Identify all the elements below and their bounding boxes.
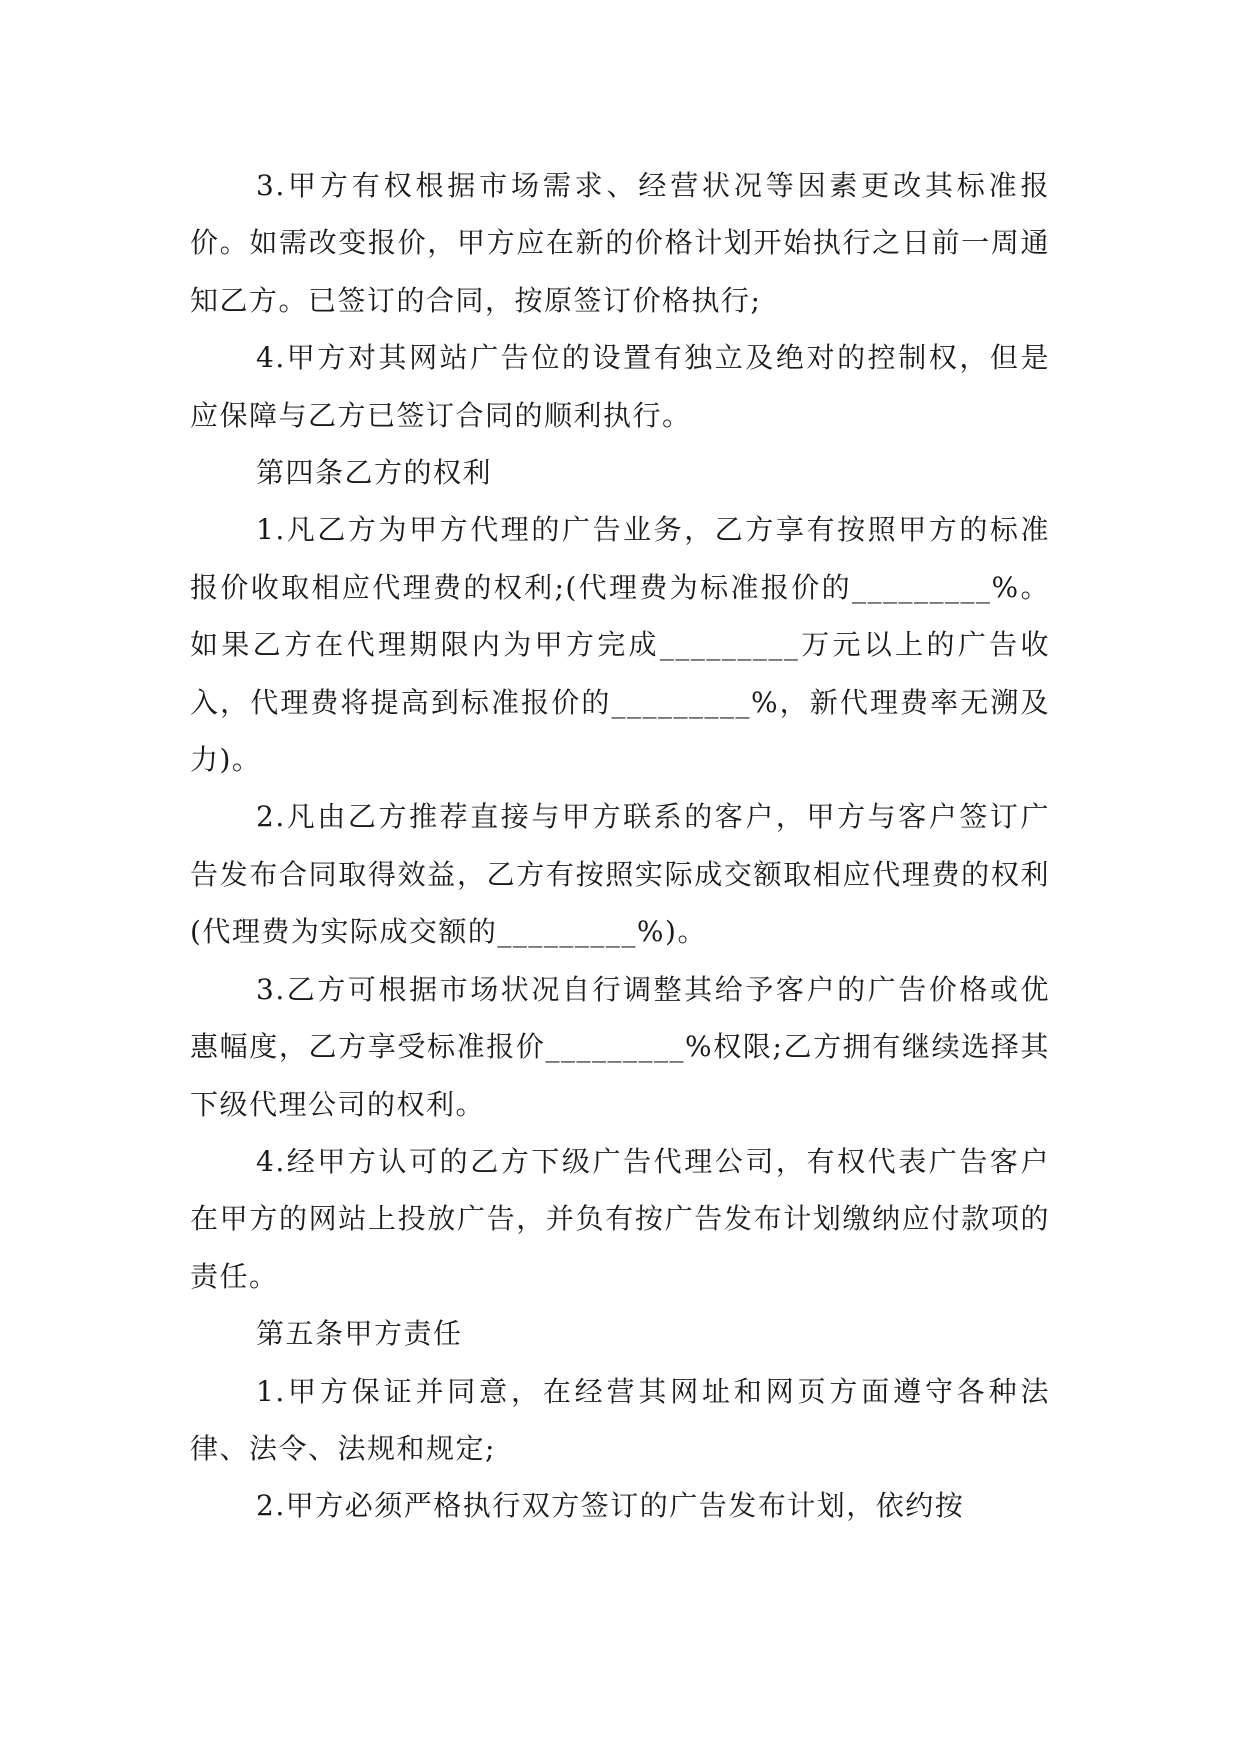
clause-3-price-change: 3.甲方有权根据市场需求、经营状况等因素更改其标准报价。如需改变报价，甲方应在新的价格计划开始执行之日前一周通知乙方。已签订的合同，按原签订价格执行; bbox=[190, 169, 1050, 317]
article-4-clause-2: 2.凡由乙方推荐直接与甲方联系的客户，甲方与客户签订广告发布合同取得效益，乙方有按照实际成交额取相应代理费的权利(代理费为实际成交额的_________%)。 bbox=[190, 800, 1050, 949]
article-5-clause-1: 1.甲方保证并同意，在经营其网址和网页方面遵守各种法律、法令、法规和规定; bbox=[190, 1374, 1050, 1465]
article-4-clause-3: 3.乙方可根据市场状况自行调整其给予客户的广告价格或优惠幅度，乙方享受标准报价_________%权限;乙方拥有继续选择其下级代理公司的权利。 bbox=[190, 972, 1050, 1121]
article-5-heading: 第五条甲方责任 bbox=[256, 1317, 463, 1351]
article-5-clause-2: 2.甲方必须严格执行双方签订的广告发布计划，依约按 bbox=[256, 1489, 965, 1523]
clause-4-ad-slot-control: 4.甲方对其网站广告位的设置有独立及绝对的控制权，但是应保障与乙方已签订合同的顺利执行。 bbox=[190, 341, 1050, 432]
contract-body bbox=[190, 157, 1050, 1535]
article-4-clause-4: 4.经甲方认可的乙方下级广告代理公司，有权代表广告客户在甲方的网站上投放广告，并负有按广告发布计划缴纳应付款项的责任。 bbox=[190, 1144, 1050, 1293]
article-4-heading: 第四条乙方的权利 bbox=[256, 456, 493, 490]
article-4-clause-1: 1.凡乙方为甲方代理的广告业务，乙方享有按照甲方的标准报价收取相应代理费的权利;(代理费为标准报价的_________%。如果乙方在代理期限内为甲方完成_________万元以上的广告收入，代理费将提高到标准报价的_________%，新代理费率无溯及力)。 bbox=[190, 513, 1050, 777]
